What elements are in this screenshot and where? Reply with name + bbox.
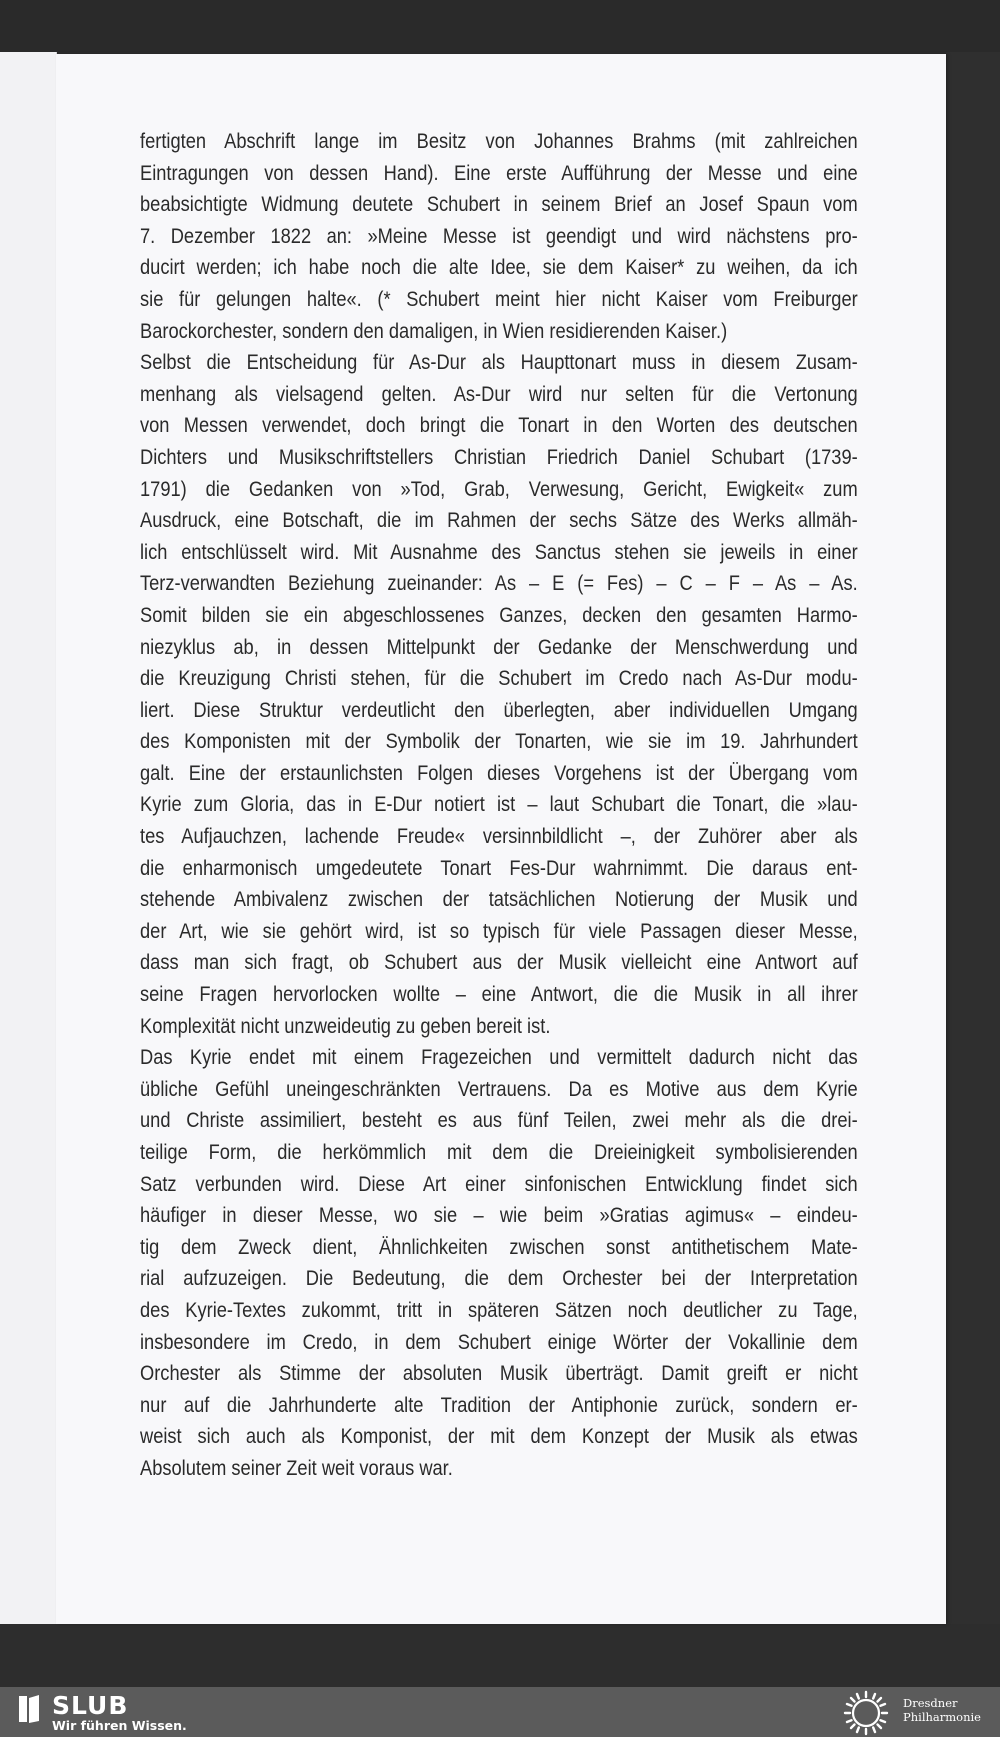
document-page [56, 54, 946, 1624]
text-line: galt. Eine der erstaunlichsten Folgen dieses Vorgehens ist der Übergang vom [140, 760, 858, 785]
footer-bar [0, 1687, 1000, 1737]
text-line: des Komponisten mit der Symbolik der Tonarten, wie sie im 19. Jahrhundert [140, 729, 858, 754]
slub-book-icon [16, 1694, 42, 1724]
partner-name-line2: Philharmonie [903, 1710, 981, 1724]
text-line: Kyrie zum Gloria, das in E-Dur notiert ist – laut Schubart die Tonart, die »lau- [140, 792, 858, 817]
text-line: Eintragungen von dessen Hand). Eine erste Aufführung der Messe und eine [140, 160, 858, 185]
text-line: lich entschlüsselt wird. Mit Ausnahme des Sanctus stehen sie jeweils in einer [140, 539, 858, 564]
text-line: die Kreuzigung Christi stehen, für die Schubert im Credo nach As-Dur modu- [140, 666, 858, 691]
text-line: dass man sich fragt, ob Schubert aus der Musik vielleicht eine Antwort auf [140, 950, 858, 975]
text-line: Barockorchester, sondern den damaligen, in Wien residierenden Kaiser.) [140, 318, 728, 343]
text-line: Orchester als Stimme der absoluten Musik überträgt. Damit greift er nicht [140, 1361, 858, 1386]
text-line: nur auf die Jahrhunderte alte Tradition der Antiphonie zurück, sondern er- [140, 1392, 858, 1417]
text-line: Ausdruck, eine Botschaft, die im Rahmen der sechs Sätze des Werks allmäh- [140, 508, 858, 533]
dresdner-philharmonie-logo [843, 1690, 889, 1736]
text-line: der Art, wie sie gehört wird, ist so typisch für viele Passagen dieser Messe, [140, 918, 858, 943]
text-line: liert. Diese Struktur verdeutlicht den überlegten, aber individuellen Umgang [140, 697, 858, 722]
text-line: ducirt werden; ich habe noch die alte Idee, sie dem Kaiser* zu weihen, da ich [140, 255, 858, 280]
text-line: sie für gelungen halte«. (* Schubert meint hier nicht Kaiser vom Freiburger [140, 286, 858, 311]
text-line: niezyklus ab, in dessen Mittelpunkt der Gedanke der Menschwerdung und [140, 634, 858, 659]
text-line: fertigten Abschrift lange im Besitz von Johannes Brahms (mit zahlreichen [140, 129, 858, 153]
library-name: SLUB [52, 1691, 129, 1720]
text-line: teilige Form, die herkömmlich mit dem die Dreieinigkeit symbolisierenden [140, 1140, 858, 1164]
scan-background-right [946, 52, 1000, 1624]
text-line: seine Fragen hervorlocken wollte – eine Antwort, die die Musik in all ihrer [140, 982, 858, 1007]
text-line: häufiger in dieser Messe, wo sie – wie beim »Gratias agimus« – eindeu- [140, 1203, 858, 1228]
text-line: die enharmonisch umgedeutete Tonart Fes-Dur wahrnimmt. Die daraus ent- [140, 855, 858, 880]
text-line: beabsichtigte Widmung deutete Schubert in seinem Brief an Josef Spaun vom [140, 192, 858, 217]
text-line: 7. Dezember 1822 an: »Meine Messe ist geendigt und wird nächstens pro- [140, 223, 858, 248]
text-line: 1791) die Gedanken von »Tod, Grab, Verwesung, Gericht, Ewigkeit« zum [140, 476, 858, 501]
text-line: stehende Ambivalenz zwischen der tatsächlichen Notierung der Musik und [140, 887, 858, 912]
text-line: Dichters und Musikschriftstellers Christian Friedrich Daniel Schubart (1739- [140, 444, 858, 469]
text-line: Selbst die Entscheidung für As-Dur als Haupttonart muss in diesem Zusam- [140, 350, 858, 375]
partner-name [903, 1696, 981, 1724]
text-line: tig dem Zweck dient, Ähnlichkeiten zwischen sonst antithetischem Mate- [140, 1234, 858, 1259]
text-line: tes Aufjauchzen, lachende Freude« versinnbildlicht –, der Zuhörer aber als [140, 824, 858, 849]
paragraph [140, 126, 858, 347]
text-line: Komplexität nicht unzweideutig zu geben bereit ist. [140, 1013, 551, 1038]
text-line: und Christe assimiliert, besteht es aus fünf Teilen, zwei mehr als die drei- [140, 1108, 858, 1133]
text-line: Das Kyrie endet mit einem Fragezeichen und vermittelt dadurch nicht das [140, 1045, 858, 1070]
text-line: menhang als vielsagend gelten. As-Dur wird nur selten für die Vertonung [140, 381, 858, 406]
library-slogan: Wir führen Wissen. [52, 1718, 187, 1733]
text-line: Satz verbunden wird. Diese Art einer sinfonischen Entwicklung findet sich [140, 1171, 858, 1196]
paragraph [140, 1042, 858, 1484]
text-line: des Kyrie-Textes zukommt, tritt in späteren Sätzen noch deutlicher zu Tage, [140, 1297, 858, 1322]
text-line: übliche Gefühl uneingeschränkten Vertrauens. Da es Motive aus dem Kyrie [140, 1076, 858, 1101]
text-line: insbesondere im Credo, in dem Schubert einige Wörter der Vokallinie dem [140, 1329, 858, 1354]
paragraph [140, 347, 858, 1042]
facing-page-edge [0, 52, 57, 1624]
text-line: Absolutem seiner Zeit weit voraus war. [140, 1455, 453, 1480]
text-line: von Messen verwendet, doch bringt die Tonart in den Worten des deutschen [140, 413, 858, 438]
partner-name-line1: Dresdner [903, 1696, 958, 1710]
scan-background-top [0, 0, 1000, 52]
text-line: weist sich auch als Komponist, der mit dem Konzept der Musik als etwas [140, 1424, 858, 1449]
text-line: rial aufzuzeigen. Die Bedeutung, die dem Orchester bei der Interpretation [140, 1266, 858, 1291]
body-text [140, 126, 858, 1485]
text-line: Terz-verwandten Beziehung zueinander: As – E (= Fes) – C – F – As – As. [140, 571, 858, 596]
text-line: Somit bilden sie ein abgeschlossenes Ganzes, decken den gesamten Harmo- [140, 602, 858, 627]
